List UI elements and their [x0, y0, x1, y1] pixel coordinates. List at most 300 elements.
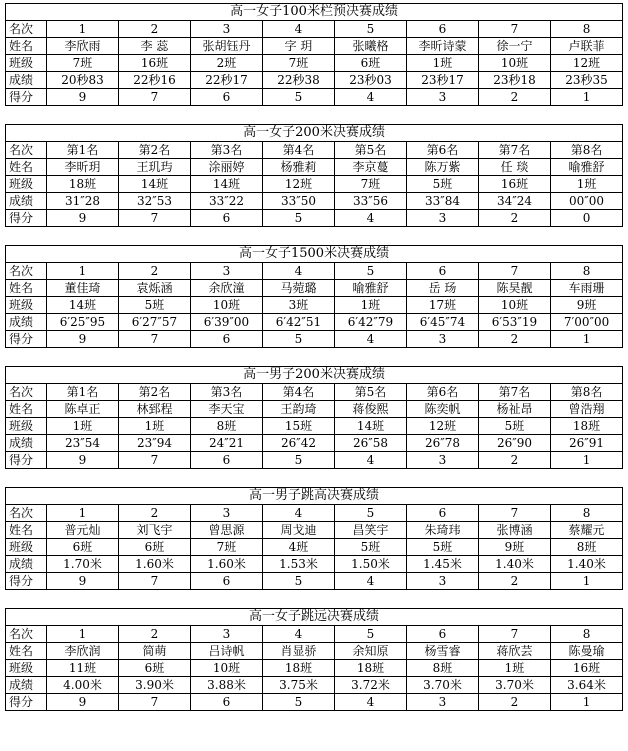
name-cell: 普元灿	[47, 522, 119, 539]
score-cell: 6′53″19	[479, 314, 551, 331]
table-title-row	[6, 367, 623, 384]
table-row-score	[6, 193, 623, 210]
points-cell: 6	[191, 331, 263, 348]
rank-cell: 4	[263, 263, 335, 280]
class-cell: 12班	[551, 55, 623, 72]
name-cell: 昌笑宇	[335, 522, 407, 539]
name-cell: 杨祉昂	[479, 401, 551, 418]
points-cell: 4	[335, 694, 407, 711]
row-label: 得分	[6, 694, 47, 711]
table-row-name	[6, 643, 623, 660]
name-cell: 蒋俊熙	[335, 401, 407, 418]
points-cell: 1	[551, 331, 623, 348]
row-label: 得分	[6, 210, 47, 227]
table-row-class	[6, 418, 623, 435]
points-cell: 2	[479, 573, 551, 590]
table-row-points	[6, 573, 623, 590]
points-cell: 1	[551, 573, 623, 590]
name-cell: 吕诗帆	[191, 643, 263, 660]
rank-cell: 4	[263, 21, 335, 38]
name-cell: 李欣雨	[47, 38, 119, 55]
class-cell: 14班	[47, 297, 119, 314]
score-cell: 26″58	[335, 435, 407, 452]
table-row-name	[6, 159, 623, 176]
score-cell: 6′27″57	[119, 314, 191, 331]
name-cell: 王玑玙	[119, 159, 191, 176]
name-cell: 曾浩翔	[551, 401, 623, 418]
rank-cell: 第2名	[119, 142, 191, 159]
points-cell: 9	[47, 210, 119, 227]
rank-cell: 1	[47, 505, 119, 522]
rank-cell: 6	[407, 21, 479, 38]
name-cell: 蒋欣芸	[479, 643, 551, 660]
table-title: 高一女子200米决赛成绩	[6, 125, 623, 142]
score-cell: 31″28	[47, 193, 119, 210]
class-cell: 6班	[119, 539, 191, 556]
rank-cell: 2	[119, 626, 191, 643]
name-cell: 喻雅舒	[335, 280, 407, 297]
rank-cell: 3	[191, 626, 263, 643]
class-cell: 1班	[551, 176, 623, 193]
class-cell: 8班	[551, 539, 623, 556]
score-cell: 3.64米	[551, 677, 623, 694]
score-cell: 1.40米	[479, 556, 551, 573]
rank-cell: 第8名	[551, 142, 623, 159]
name-cell: 陈昊靓	[479, 280, 551, 297]
table-row-rank	[6, 626, 623, 643]
row-label: 得分	[6, 452, 47, 469]
row-label: 班级	[6, 176, 47, 193]
name-cell: 周戈迪	[263, 522, 335, 539]
table-row-name	[6, 401, 623, 418]
row-label: 班级	[6, 539, 47, 556]
points-cell: 3	[407, 694, 479, 711]
name-cell: 陈奕帆	[407, 401, 479, 418]
class-cell: 18班	[263, 660, 335, 677]
rank-cell: 7	[479, 21, 551, 38]
class-cell: 1班	[335, 297, 407, 314]
score-cell: 00″00	[551, 193, 623, 210]
table-row-class	[6, 660, 623, 677]
table-row-score	[6, 435, 623, 452]
score-cell: 23″94	[119, 435, 191, 452]
class-cell: 18班	[335, 660, 407, 677]
class-cell: 16班	[551, 660, 623, 677]
rank-cell: 第6名	[407, 384, 479, 401]
row-label: 得分	[6, 331, 47, 348]
points-cell: 7	[119, 694, 191, 711]
score-cell: 23秒17	[407, 72, 479, 89]
class-cell: 1班	[47, 418, 119, 435]
class-cell: 10班	[479, 55, 551, 72]
row-label: 姓名	[6, 401, 47, 418]
results-sheet	[5, 3, 622, 711]
score-cell: 33″50	[263, 193, 335, 210]
score-cell: 6′45″74	[407, 314, 479, 331]
points-cell: 6	[191, 89, 263, 106]
table-row-score	[6, 72, 623, 89]
rank-cell: 第8名	[551, 384, 623, 401]
points-cell: 0	[551, 210, 623, 227]
row-label: 名次	[6, 21, 47, 38]
name-cell: 袁烁涵	[119, 280, 191, 297]
score-cell: 6′42″51	[263, 314, 335, 331]
rank-cell: 第6名	[407, 142, 479, 159]
row-label: 成绩	[6, 72, 47, 89]
row-label: 姓名	[6, 159, 47, 176]
class-cell: 14班	[191, 176, 263, 193]
name-cell: 陈卓正	[47, 401, 119, 418]
score-cell: 23秒03	[335, 72, 407, 89]
points-cell: 5	[263, 89, 335, 106]
points-cell: 1	[551, 89, 623, 106]
table-row-score	[6, 677, 623, 694]
table-title-row	[6, 125, 623, 142]
row-label: 班级	[6, 418, 47, 435]
table-row-rank	[6, 263, 623, 280]
table-row-score	[6, 314, 623, 331]
points-cell: 9	[47, 89, 119, 106]
name-cell: 李天宝	[191, 401, 263, 418]
name-cell: 张胡钰丹	[191, 38, 263, 55]
rank-cell: 7	[479, 263, 551, 280]
points-cell: 9	[47, 694, 119, 711]
name-cell: 朱琦玮	[407, 522, 479, 539]
class-cell: 18班	[47, 176, 119, 193]
score-cell: 24″21	[191, 435, 263, 452]
rank-cell: 7	[479, 626, 551, 643]
rank-cell: 6	[407, 505, 479, 522]
score-cell: 3.75米	[263, 677, 335, 694]
row-label: 姓名	[6, 522, 47, 539]
points-cell: 1	[551, 694, 623, 711]
class-cell: 7班	[263, 55, 335, 72]
results-table	[5, 608, 623, 711]
points-cell: 5	[263, 210, 335, 227]
name-cell: 李昕诗蒙	[407, 38, 479, 55]
name-cell: 字 玥	[263, 38, 335, 55]
points-cell: 4	[335, 210, 407, 227]
table-row-score	[6, 556, 623, 573]
class-cell: 8班	[191, 418, 263, 435]
row-label: 姓名	[6, 643, 47, 660]
points-cell: 2	[479, 452, 551, 469]
rank-cell: 第7名	[479, 142, 551, 159]
name-cell: 曾思源	[191, 522, 263, 539]
class-cell: 7班	[191, 539, 263, 556]
rank-cell: 7	[479, 505, 551, 522]
name-cell: 王韵琦	[263, 401, 335, 418]
class-cell: 4班	[263, 539, 335, 556]
rank-cell: 第1名	[47, 384, 119, 401]
class-cell: 10班	[191, 297, 263, 314]
score-cell: 33″84	[407, 193, 479, 210]
rank-cell: 4	[263, 626, 335, 643]
table-row-class	[6, 55, 623, 72]
class-cell: 6班	[47, 539, 119, 556]
table-title: 高一男子跳高决赛成绩	[6, 488, 623, 505]
score-cell: 3.70米	[407, 677, 479, 694]
score-cell: 6′39″00	[191, 314, 263, 331]
name-cell: 卢联菲	[551, 38, 623, 55]
score-cell: 6′25″95	[47, 314, 119, 331]
rank-cell: 5	[335, 626, 407, 643]
class-cell: 14班	[335, 418, 407, 435]
name-cell: 董佳琦	[47, 280, 119, 297]
row-label: 名次	[6, 142, 47, 159]
row-label: 成绩	[6, 435, 47, 452]
points-cell: 5	[263, 331, 335, 348]
name-cell: 蔡耀元	[551, 522, 623, 539]
score-cell: 1.40米	[551, 556, 623, 573]
rank-cell: 1	[47, 263, 119, 280]
row-label: 姓名	[6, 280, 47, 297]
row-label: 成绩	[6, 314, 47, 331]
results-table	[5, 245, 623, 348]
class-cell: 16班	[119, 55, 191, 72]
row-label: 姓名	[6, 38, 47, 55]
rank-cell: 3	[191, 505, 263, 522]
points-cell: 9	[47, 573, 119, 590]
name-cell: 李 蕊	[119, 38, 191, 55]
points-cell: 5	[263, 694, 335, 711]
class-cell: 6班	[119, 660, 191, 677]
points-cell: 4	[335, 573, 407, 590]
table-title: 高一男子200米决赛成绩	[6, 367, 623, 384]
table-title: 高一女子100米栏预决赛成绩	[6, 4, 623, 21]
rank-cell: 第4名	[263, 384, 335, 401]
row-label: 成绩	[6, 556, 47, 573]
class-cell: 15班	[263, 418, 335, 435]
table-title-row	[6, 488, 623, 505]
points-cell: 2	[479, 331, 551, 348]
name-cell: 简萌	[119, 643, 191, 660]
table-row-points	[6, 331, 623, 348]
score-cell: 1.70米	[47, 556, 119, 573]
class-cell: 5班	[119, 297, 191, 314]
score-cell: 22秒16	[119, 72, 191, 89]
name-cell: 杨雪睿	[407, 643, 479, 660]
class-cell: 12班	[263, 176, 335, 193]
class-cell: 2班	[191, 55, 263, 72]
rank-cell: 6	[407, 263, 479, 280]
table-gap	[5, 590, 622, 608]
points-cell: 6	[191, 210, 263, 227]
class-cell: 10班	[479, 297, 551, 314]
class-cell: 18班	[551, 418, 623, 435]
rank-cell: 2	[119, 505, 191, 522]
rank-cell: 4	[263, 505, 335, 522]
class-cell: 7班	[47, 55, 119, 72]
row-label: 得分	[6, 89, 47, 106]
name-cell: 肖显骄	[263, 643, 335, 660]
rank-cell: 5	[335, 505, 407, 522]
table-row-points	[6, 89, 623, 106]
score-cell: 1.53米	[263, 556, 335, 573]
table-gap	[5, 469, 622, 487]
rank-cell: 第2名	[119, 384, 191, 401]
points-cell: 7	[119, 89, 191, 106]
points-cell: 2	[479, 694, 551, 711]
name-cell: 涂丽婷	[191, 159, 263, 176]
table-row-class	[6, 297, 623, 314]
row-label: 班级	[6, 55, 47, 72]
score-cell: 6′42″79	[335, 314, 407, 331]
rank-cell: 第5名	[335, 142, 407, 159]
rank-cell: 8	[551, 626, 623, 643]
score-cell: 3.88米	[191, 677, 263, 694]
table-gap	[5, 348, 622, 366]
table-row-rank	[6, 142, 623, 159]
name-cell: 李京蔓	[335, 159, 407, 176]
table-title: 高一女子跳远决赛成绩	[6, 609, 623, 626]
name-cell: 喻雅舒	[551, 159, 623, 176]
class-cell: 9班	[479, 539, 551, 556]
score-cell: 33″56	[335, 193, 407, 210]
name-cell: 张博涵	[479, 522, 551, 539]
table-row-rank	[6, 505, 623, 522]
rank-cell: 8	[551, 505, 623, 522]
name-cell: 张曦格	[335, 38, 407, 55]
name-cell: 陈万紫	[407, 159, 479, 176]
name-cell: 杨雅莉	[263, 159, 335, 176]
name-cell: 李欣润	[47, 643, 119, 660]
table-row-points	[6, 452, 623, 469]
results-table	[5, 124, 623, 227]
score-cell: 4.00米	[47, 677, 119, 694]
points-cell: 7	[119, 331, 191, 348]
rank-cell: 5	[335, 21, 407, 38]
row-label: 班级	[6, 660, 47, 677]
points-cell: 7	[119, 452, 191, 469]
points-cell: 5	[263, 573, 335, 590]
score-cell: 22秒38	[263, 72, 335, 89]
class-cell: 5班	[407, 539, 479, 556]
rank-cell: 2	[119, 263, 191, 280]
score-cell: 1.45米	[407, 556, 479, 573]
rank-cell: 第3名	[191, 384, 263, 401]
row-label: 名次	[6, 384, 47, 401]
score-cell: 1.60米	[191, 556, 263, 573]
row-label: 班级	[6, 297, 47, 314]
name-cell: 刘飞宇	[119, 522, 191, 539]
rank-cell: 8	[551, 263, 623, 280]
table-title-row	[6, 4, 623, 21]
name-cell: 余欣潼	[191, 280, 263, 297]
class-cell: 3班	[263, 297, 335, 314]
score-cell: 23秒35	[551, 72, 623, 89]
rank-cell: 第4名	[263, 142, 335, 159]
points-cell: 4	[335, 331, 407, 348]
points-cell: 3	[407, 89, 479, 106]
points-cell: 6	[191, 573, 263, 590]
points-cell: 4	[335, 89, 407, 106]
points-cell: 3	[407, 452, 479, 469]
points-cell: 3	[407, 210, 479, 227]
name-cell: 李昕玥	[47, 159, 119, 176]
points-cell: 7	[119, 210, 191, 227]
rank-cell: 2	[119, 21, 191, 38]
score-cell: 7′00″00	[551, 314, 623, 331]
class-cell: 11班	[47, 660, 119, 677]
class-cell: 1班	[119, 418, 191, 435]
points-cell: 9	[47, 331, 119, 348]
row-label: 名次	[6, 626, 47, 643]
table-row-rank	[6, 384, 623, 401]
points-cell: 6	[191, 452, 263, 469]
results-table	[5, 3, 623, 106]
rank-cell: 1	[47, 626, 119, 643]
name-cell: 余知原	[335, 643, 407, 660]
name-cell: 岳 玚	[407, 280, 479, 297]
score-cell: 33″22	[191, 193, 263, 210]
table-gap	[5, 227, 622, 245]
class-cell: 12班	[407, 418, 479, 435]
score-cell: 26″91	[551, 435, 623, 452]
score-cell: 32″53	[119, 193, 191, 210]
points-cell: 9	[47, 452, 119, 469]
table-title-row	[6, 246, 623, 263]
class-cell: 17班	[407, 297, 479, 314]
rank-cell: 1	[47, 21, 119, 38]
points-cell: 1	[551, 452, 623, 469]
table-row-points	[6, 210, 623, 227]
score-cell: 34″24	[479, 193, 551, 210]
score-cell: 26″78	[407, 435, 479, 452]
name-cell: 车雨珊	[551, 280, 623, 297]
table-row-name	[6, 522, 623, 539]
rank-cell: 6	[407, 626, 479, 643]
class-cell: 5班	[335, 539, 407, 556]
class-cell: 10班	[191, 660, 263, 677]
points-cell: 3	[407, 331, 479, 348]
points-cell: 5	[263, 452, 335, 469]
points-cell: 6	[191, 694, 263, 711]
rank-cell: 8	[551, 21, 623, 38]
points-cell: 2	[479, 210, 551, 227]
class-cell: 5班	[479, 418, 551, 435]
name-cell: 徐一宁	[479, 38, 551, 55]
table-row-class	[6, 539, 623, 556]
class-cell: 7班	[335, 176, 407, 193]
class-cell: 1班	[407, 55, 479, 72]
score-cell: 26″90	[479, 435, 551, 452]
class-cell: 1班	[479, 660, 551, 677]
score-cell: 26″42	[263, 435, 335, 452]
rank-cell: 3	[191, 21, 263, 38]
score-cell: 3.70米	[479, 677, 551, 694]
table-title: 高一女子1500米决赛成绩	[6, 246, 623, 263]
rank-cell: 第3名	[191, 142, 263, 159]
name-cell: 任 琰	[479, 159, 551, 176]
table-row-name	[6, 280, 623, 297]
table-row-name	[6, 38, 623, 55]
score-cell: 20秒83	[47, 72, 119, 89]
rank-cell: 第7名	[479, 384, 551, 401]
class-cell: 9班	[551, 297, 623, 314]
row-label: 成绩	[6, 677, 47, 694]
name-cell: 陈曼瑜	[551, 643, 623, 660]
table-title-row	[6, 609, 623, 626]
class-cell: 8班	[407, 660, 479, 677]
row-label: 成绩	[6, 193, 47, 210]
results-table	[5, 366, 623, 469]
class-cell: 6班	[335, 55, 407, 72]
points-cell: 3	[407, 573, 479, 590]
table-gap	[5, 106, 622, 124]
score-cell: 23秒18	[479, 72, 551, 89]
score-cell: 3.72米	[335, 677, 407, 694]
